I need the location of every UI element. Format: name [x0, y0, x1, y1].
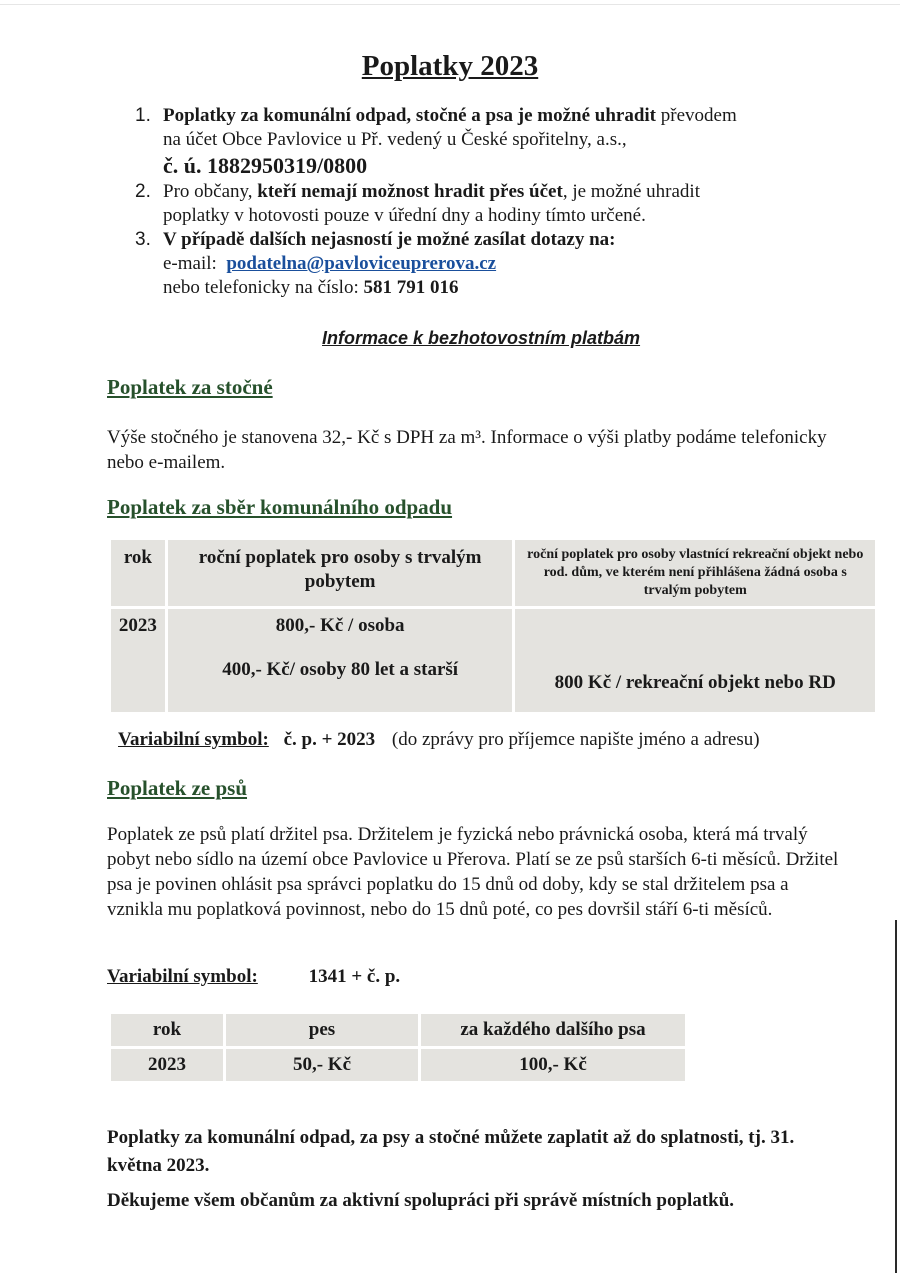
scan-top-border	[0, 4, 900, 5]
vs-value: č. p. + 2023	[283, 729, 376, 750]
table-cell-rekreacni: 800 Kč / rekreační objekt nebo RD	[515, 609, 875, 712]
table-cell-pes: 50,- Kč	[226, 1049, 418, 1081]
item1-bold: Poplatky za komunální odpad, stočné a psa je možné uhradit	[163, 105, 657, 126]
item1-bank: na účet Obce Pavlovice u Př. vedený u České spořitelny, a.s.,	[163, 129, 627, 150]
table-header-trvaly: roční poplatek pro osoby s trvalým pobytem	[168, 540, 513, 606]
fee-senior: 400,- Kč/ osoby 80 let a starší	[222, 659, 459, 680]
item1-text: převodem	[656, 105, 737, 126]
stocne-text: Výše stočného je stanovena 32,- Kč s DPH za m³. Informace o výši platby podáme telefonicky nebo e-mailem.	[107, 427, 827, 473]
vs-value: 1341 + č. p.	[308, 966, 401, 987]
odpad-heading: Poplatek za sběr komunálního odpadu	[107, 495, 453, 519]
psi-heading: Poplatek ze psů	[107, 776, 248, 800]
list-item-3	[135, 228, 855, 300]
table-cell-dalsi: 100,- Kč	[421, 1049, 685, 1081]
table-header-pes: pes	[226, 1014, 418, 1046]
list-item-1	[135, 104, 855, 180]
vs-note: (do zprávy pro příjemce napište jméno a adresu)	[391, 729, 760, 750]
psi-variable-symbol	[107, 966, 400, 988]
list-item-2	[135, 180, 855, 228]
table-header-dalsi: za každého dalšího psa	[421, 1014, 685, 1046]
info-heading: Informace k bezhotovostním platbám	[322, 328, 641, 348]
item2-pre: Pro občany,	[163, 181, 258, 202]
list-number: 2.	[135, 181, 151, 202]
table-cell-trvaly	[168, 609, 513, 712]
table-header-rok: rok	[111, 540, 165, 606]
deadline-note: Poplatky za komunální odpad, za psy a stočné můžete zaplatit až do splatnosti, tj. 31. května 2023.	[107, 1127, 795, 1176]
thanks-note: Děkujeme všem občanům za aktivní spolupráci při správě místních poplatků.	[107, 1190, 735, 1211]
table-cell-rok: 2023	[111, 1049, 223, 1081]
vs-label: Variabilní symbol:	[118, 729, 269, 750]
phone-label: nebo telefonicky na číslo:	[163, 277, 364, 298]
fee-per-person: 800,- Kč / osoba	[275, 615, 405, 636]
item3-bold: V případě dalších nejasností je možné zasílat dotazy na:	[163, 229, 616, 250]
odpad-variable-symbol	[118, 729, 760, 751]
account-number: č. ú. 1882950319/0800	[163, 153, 368, 178]
list-number: 3.	[135, 229, 151, 250]
item2-line2: poplatky v hotovosti pouze v úřední dny a hodiny tímto určené.	[163, 205, 646, 226]
psi-table	[108, 1011, 688, 1084]
stocne-heading: Poplatek za stočné	[107, 375, 273, 399]
email-link[interactable]: podatelna@pavloviceuprerova.cz	[226, 253, 497, 274]
item2-bold: kteří nemají možnost hradit přes účet	[257, 181, 563, 202]
page-title: Poplatky 2023	[361, 50, 539, 82]
vs-label: Variabilní symbol:	[107, 966, 258, 987]
table-header-rok: rok	[111, 1014, 223, 1046]
email-label: e-mail:	[163, 253, 227, 274]
table-cell-rok: 2023	[111, 609, 165, 712]
phone-number: 581 791 016	[363, 277, 459, 298]
instructions-list	[135, 104, 855, 300]
table-header-rekreacni: roční poplatek pro osoby vlastnící rekreační objekt nebo rod. dům, ve kterém není přihlášena žádná osoba s trvalým pobytem	[515, 540, 875, 606]
item2-post: , je možné uhradit	[562, 181, 700, 202]
list-number: 1.	[135, 105, 151, 126]
psi-text: Poplatek ze psů platí držitel psa. Držitelem je fyzická nebo právnická osoba, která má trvalý pobyt nebo sídlo na území obce Pavlovice u Přerova. Platí se ze psů starších 6-ti měsíců. Držitel psa je povinen ohlásit psa správci poplatku do 15 dnů od doby, kdy se stal držitelem psa a vznikla mu poplatková povinnost, nebo do 15 dnů poté, co pes dovršil stáří 6-ti měsíců.	[107, 824, 839, 920]
scan-edge-line	[895, 920, 897, 1273]
odpad-table	[108, 537, 878, 715]
